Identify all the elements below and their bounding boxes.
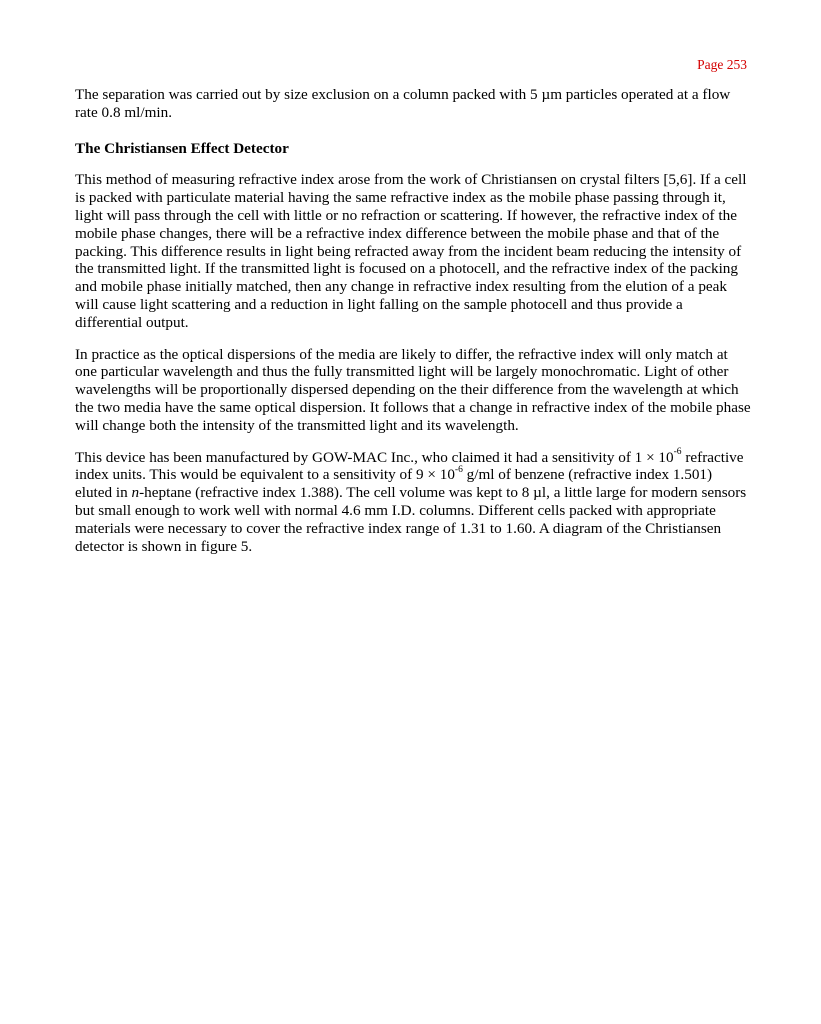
exponent-1: -6	[673, 447, 682, 458]
paragraph-3-part-1: This device has been manufactured by GOW-MAC Inc., who claimed it had a sensitivity of 1 × 10	[75, 448, 674, 466]
paragraph-3-part-3: g/ml of benzene (refractive index 1.501) eluted in	[75, 466, 713, 502]
paragraph-3	[75, 449, 751, 556]
paragraph-3-part-2: refractive index units. This would be equivalent to a sensitivity of 9 × 10	[75, 448, 744, 484]
section-heading: The Christiansen Effect Detector	[75, 139, 289, 157]
paragraph-1: This method of measuring refractive index arose from the work of Christiansen on crystal filters [5,6]. If a cell is packed with particulate material having the same refractive index as the mobile phase passing through it, light will pass through the cell with little or no refraction or scattering. If however, the refractive index of the mobile phase changes, there will be a refractive index difference between the mobile phase and that of the packing. This difference results in light being refracted away from the incident beam reducing the intensity of the transmitted light. If the transmitted light is focused on a photocell, and the refractive index of the packing and mobile phase initially matched, then any change in refractive index resulting from the elution of a peak will cause light scattering and a reduction in light falling on the sample photocell and thus provide a differential output.	[75, 171, 747, 331]
exponent-2: -6	[454, 465, 463, 476]
paragraph-3-part-4: -heptane (refractive index 1.388). The cell volume was kept to 8 µl, a little large for modern sensors but small enough to work well with normal 4.6 mm I.D. columns. Different cells packed with appropriate materials were necessary to cover the refractive index range of 1.31 to 1.60. A diagram of the Christiansen detector is shown in figure 5.	[75, 484, 747, 555]
intro-paragraph: The separation was carried out by size exclusion on a column packed with 5 µm particles operated at a flow rate 0.8 ml/min.	[75, 86, 731, 121]
page-number: Page 253	[697, 57, 747, 72]
italic-n: n	[131, 484, 140, 502]
paragraph-2: In practice as the optical dispersions of the media are likely to differ, the refractive index will only match at one particular wavelength and thus the fully transmitted light will be largely monochromatic. Light of other wavelengths will be proportionally dispersed depending on the their difference from the wavelength at which the two media have the same optical dispersion. It follows that a change in refractive index of the mobile phase will change both the intensity of the transmitted light and its wavelength.	[75, 345, 751, 434]
document-body	[75, 86, 751, 569]
